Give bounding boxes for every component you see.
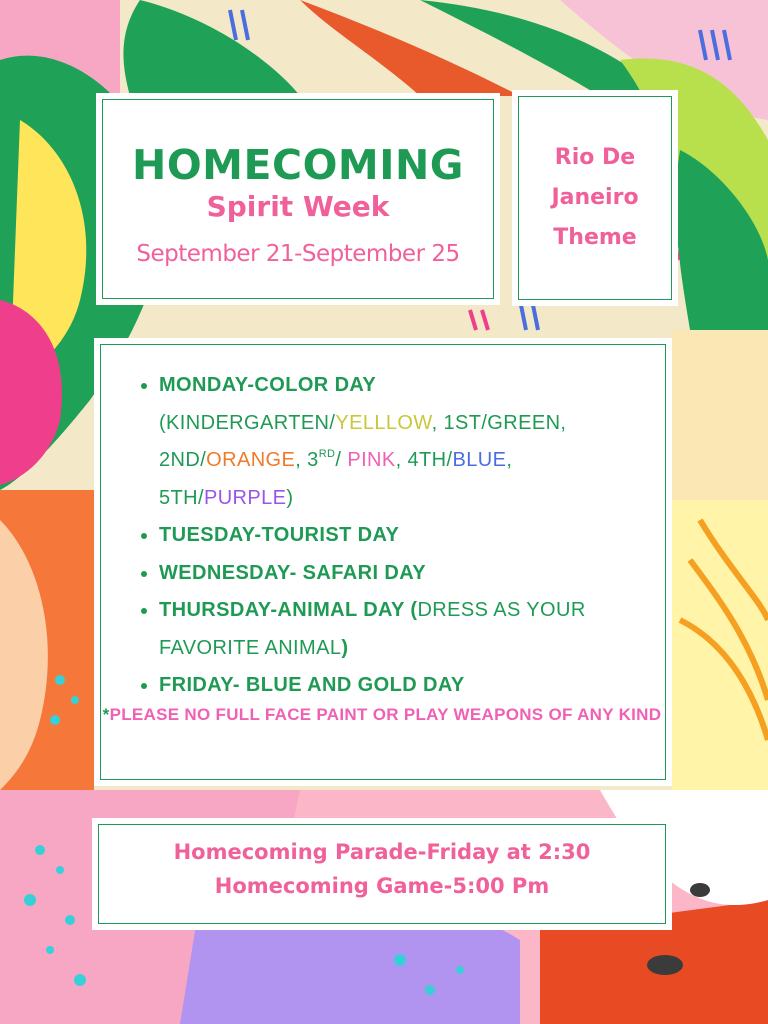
monday-label: MONDAY-COLOR DAY [159,374,377,396]
monday-fifth: 5TH/ [159,486,204,509]
list-item-friday: FRIDAY- BLUE AND GOLD DAY [159,667,655,705]
page-title: HOMECOMING [132,141,464,189]
list-item-thursday [159,592,655,667]
title-panel [96,93,500,305]
color-third: PINK [347,449,396,471]
schedule-list [159,367,655,705]
theme-line-2: Janeiro [551,185,639,210]
game-line: Homecoming Game-5:00 Pm [214,874,550,898]
theme-line-1: Rio De [554,145,636,170]
monday-open: (KINDERGARTEN/ [159,411,336,434]
events-panel [92,818,672,930]
note-star: * [102,705,110,724]
thursday-close: ) [341,636,349,659]
list-item-wednesday: WEDNESDAY- SAFARI DAY [159,555,655,593]
page-subtitle: Spirit Week [206,190,390,223]
note-text: PLEASE NO FULL FACE PAINT OR PLAY WEAPONS OF ANY KIND [109,705,662,724]
monday-first: , 1ST/GREEN, [431,411,567,434]
color-second: ORANGE [206,449,296,471]
parade-line: Homecoming Parade-Friday at 2:30 [173,840,591,864]
thursday-detail: DRESS AS YOUR FAVORITE ANIMAL [159,599,586,659]
list-item-tuesday: TUESDAY-TOURIST DAY [159,517,655,555]
monday-close: ) [286,486,294,509]
safety-note [73,697,691,732]
thursday-label: THURSDAY-ANIMAL DAY ( [159,599,418,621]
list-item-monday [159,367,655,517]
monday-fourth: , 4TH/ [395,449,453,471]
color-fifth: PURPLE [203,486,287,509]
theme-text [535,138,655,258]
third-superscript: RD [318,448,336,460]
monday-second: 2ND/ [159,449,207,471]
theme-panel [512,90,678,306]
monday-third-slash: / [335,449,348,471]
theme-line-3: Theme [553,225,637,250]
schedule-panel [94,338,672,786]
date-range: September 21-September 25 [136,241,460,267]
monday-comma: , [506,449,513,471]
monday-sep1: , 3 [295,449,319,471]
color-kindergarten: YELLLOW [335,411,432,434]
color-fourth: BLUE [452,449,507,471]
